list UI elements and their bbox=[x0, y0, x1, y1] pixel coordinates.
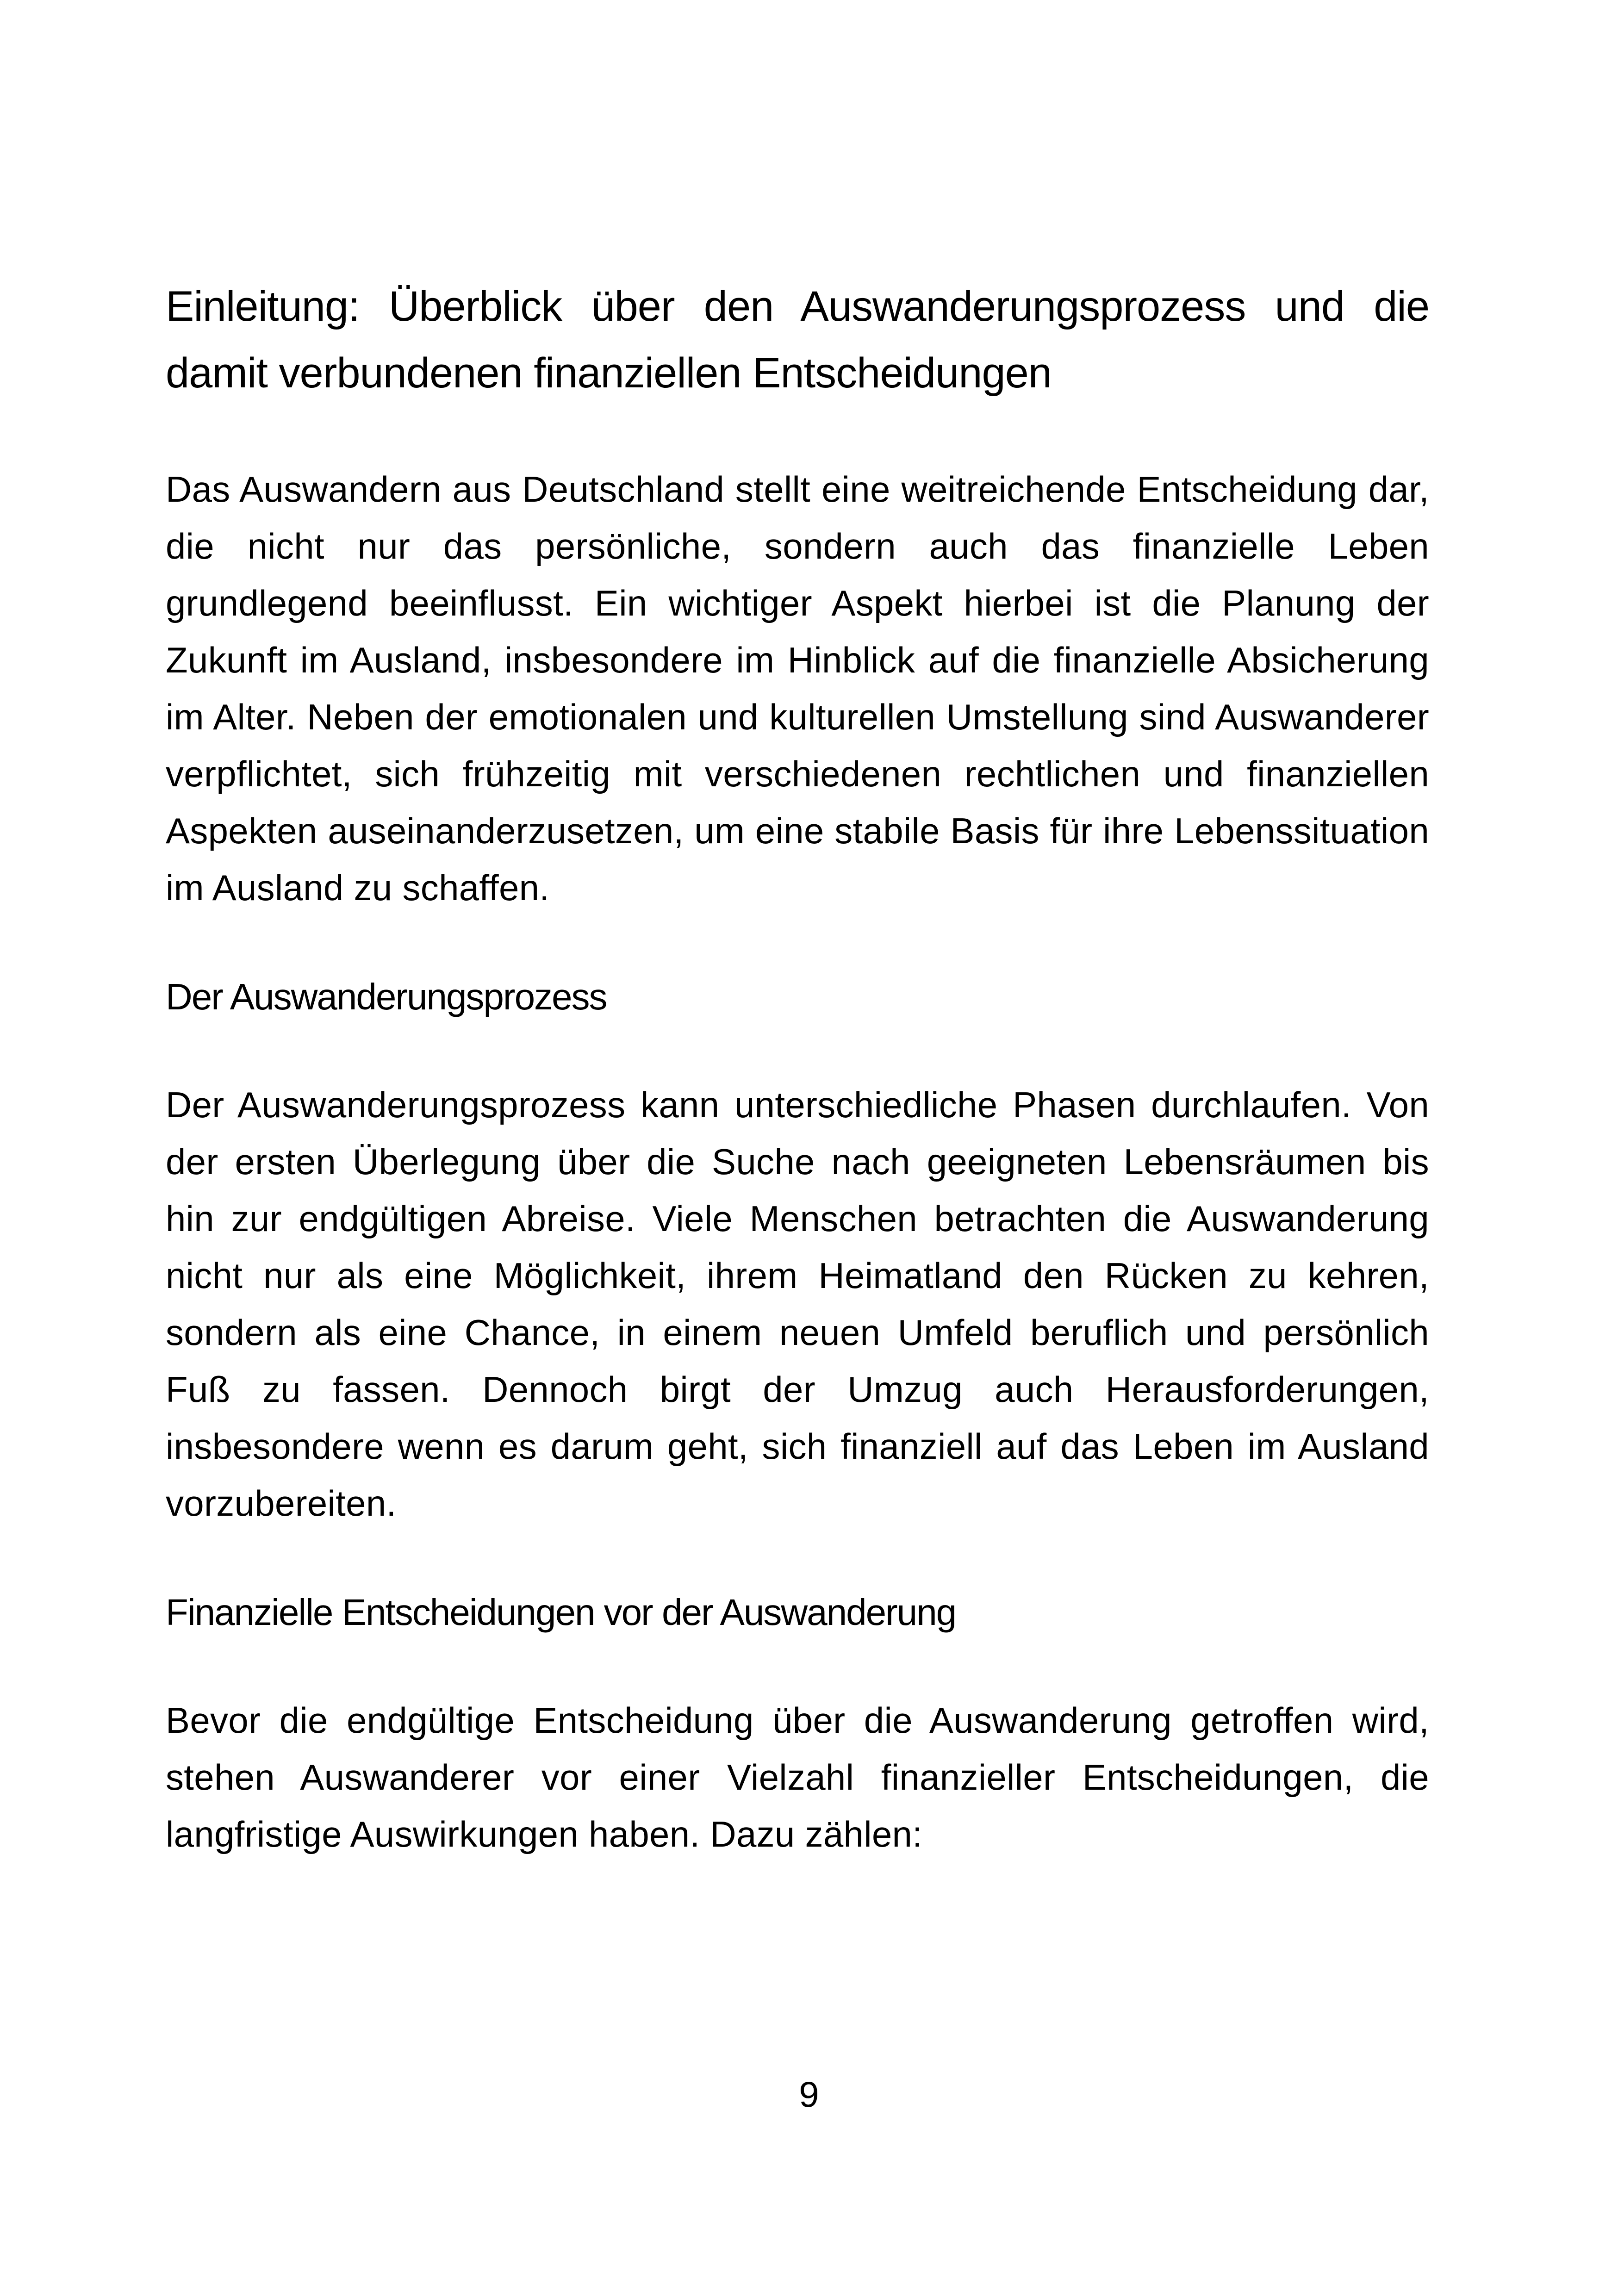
section-heading-financial-decisions: Finanzielle Entscheidungen vor der Auswanderung bbox=[166, 1592, 956, 1633]
process-paragraph: Der Auswanderungsprozess kann unterschiedliche Phasen durchlaufen. Von der ersten Überlegung über die Suche nach geeigneten Lebensräumen bis hin zur endgültigen Abreise. Viele Menschen betrachten die Auswanderung nicht nur als eine Möglichkeit, ihrem Heimatland den Rücken zu kehren, sondern als eine Chance, in einem neuen Umfeld beruflich und persönlich Fuß zu fassen. Dennoch birgt der Umzug auch Herausforderungen, insbesondere wenn es darum geht, sich finanziell auf das Leben im Ausland vorzubereiten. bbox=[166, 1084, 1429, 1524]
intro-paragraph: Das Auswandern aus Deutschland stellt eine weitreichende Entscheidung dar, die nicht nur das persönliche, sondern auch das finanzielle Leben grundlegend beeinflusst. Ein wichtiger Aspekt hierbei ist die Planung der Zukunft im Ausland, insbesondere im Hinblick auf die finanzielle Absicherung im Alter. Neben der emotionalen und kulturellen Umstellung sind Auswanderer verpflichtet, sich frühzeitig mit verschiedenen rechtlichen und finanziellen Aspekten auseinanderzusetzen, um eine stabile Basis für ihre Lebenssituation im Ausland zu schaffen. bbox=[166, 469, 1429, 908]
section-heading-process: Der Auswanderungsprozess bbox=[166, 976, 607, 1017]
page-number: 9 bbox=[799, 2074, 819, 2115]
chapter-title: Einleitung: Überblick über den Auswanderungsprozess und die damit verbundenen finanziellen Entscheidungen bbox=[166, 283, 1429, 397]
page-content bbox=[166, 273, 1429, 1915]
financial-decisions-paragraph: Bevor die endgültige Entscheidung über die Auswanderung getroffen wird, stehen Auswanderer vor einer Vielzahl finanzieller Entscheidungen, die langfristige Auswirkungen haben. Dazu zählen: bbox=[166, 1700, 1429, 1854]
